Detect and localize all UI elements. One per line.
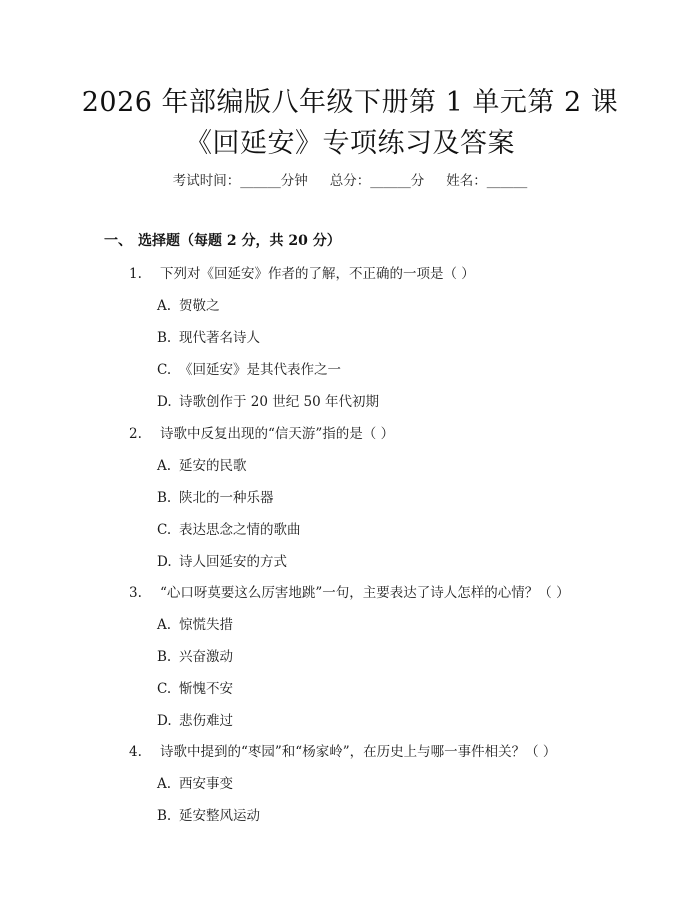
- question-4-option-a: [157, 772, 233, 792]
- section-heading: [104, 230, 341, 250]
- option-label: A.: [157, 617, 172, 633]
- question-3-option-c: [157, 677, 233, 697]
- option-label: C.: [157, 681, 172, 697]
- total-score-field: 总分：______分: [329, 173, 425, 189]
- question-2: [129, 422, 394, 442]
- option-label: C.: [157, 362, 172, 378]
- question-3-option-a: [157, 613, 233, 633]
- question-2-option-c: [157, 518, 301, 538]
- exam-meta: [0, 169, 700, 189]
- question-1-option-d: [157, 390, 379, 410]
- option-text: 西安事变: [179, 776, 233, 792]
- option-text: 现代著名诗人: [179, 330, 260, 346]
- option-label: B.: [157, 808, 172, 824]
- option-text: 延安的民歌: [179, 458, 247, 474]
- option-text: 诗歌创作于 20 世纪 50 年代初期: [179, 394, 380, 410]
- option-label: B.: [157, 649, 172, 665]
- question-1-option-a: [157, 294, 220, 314]
- option-text: 惊慌失措: [179, 617, 233, 633]
- option-text: 表达思念之情的歌曲: [179, 522, 301, 538]
- question-3-option-d: [157, 709, 233, 729]
- option-label: A.: [157, 458, 172, 474]
- question-number: 2.: [129, 426, 142, 442]
- question-text: 诗歌中提到的“枣园”和“杨家岭”，在历史上与哪一事件相关？（ ）: [160, 744, 557, 760]
- option-label: B.: [157, 490, 172, 506]
- option-label: D.: [157, 554, 172, 570]
- option-label: B.: [157, 330, 172, 346]
- option-text: 陕北的一种乐器: [179, 490, 274, 506]
- option-text: 《回延安》是其代表作之一: [179, 362, 341, 378]
- question-2-option-d: [157, 550, 287, 570]
- question-4: [129, 740, 556, 760]
- question-1-option-b: [157, 326, 260, 346]
- exam-time-field: 考试时间：______分钟: [172, 173, 308, 189]
- option-label: D.: [157, 713, 172, 729]
- option-text: 悲伤难过: [179, 713, 233, 729]
- question-1: [129, 262, 475, 282]
- section-title: 选择题（每题 2 分，共 20 分）: [138, 233, 341, 249]
- question-number: 3.: [129, 585, 142, 601]
- question-1-option-c: [157, 358, 341, 378]
- question-3: [129, 581, 570, 601]
- student-name-field: 姓名：______: [446, 173, 528, 189]
- option-text: 贺敬之: [179, 298, 220, 314]
- question-3-option-b: [157, 645, 233, 665]
- question-4-option-b: [157, 804, 260, 824]
- option-label: A.: [157, 298, 172, 314]
- question-text: 诗歌中反复出现的“信天游”指的是（ ）: [160, 426, 395, 442]
- section-number: 一、: [104, 233, 132, 249]
- option-text: 延安整风运动: [179, 808, 260, 824]
- question-number: 1.: [129, 266, 142, 282]
- document-title-line-2: 《回延安》专项练习及答案: [185, 128, 515, 159]
- question-text: 下列对《回延安》作者的了解，不正确的一项是（ ）: [160, 266, 475, 282]
- option-label: D.: [157, 394, 172, 410]
- option-text: 兴奋激动: [179, 649, 233, 665]
- option-label: C.: [157, 522, 172, 538]
- option-text: 惭愧不安: [179, 681, 233, 697]
- option-text: 诗人回延安的方式: [179, 554, 287, 570]
- question-text: “心口呀莫要这么厉害地跳”一句，主要表达了诗人怎样的心情？（ ）: [160, 585, 570, 601]
- option-label: A.: [157, 776, 172, 792]
- question-number: 4.: [129, 744, 142, 760]
- question-2-option-a: [157, 454, 247, 474]
- document-title-line-1: 2026 年部编版八年级下册第 1 单元第 2 课: [81, 87, 619, 118]
- question-2-option-b: [157, 486, 274, 506]
